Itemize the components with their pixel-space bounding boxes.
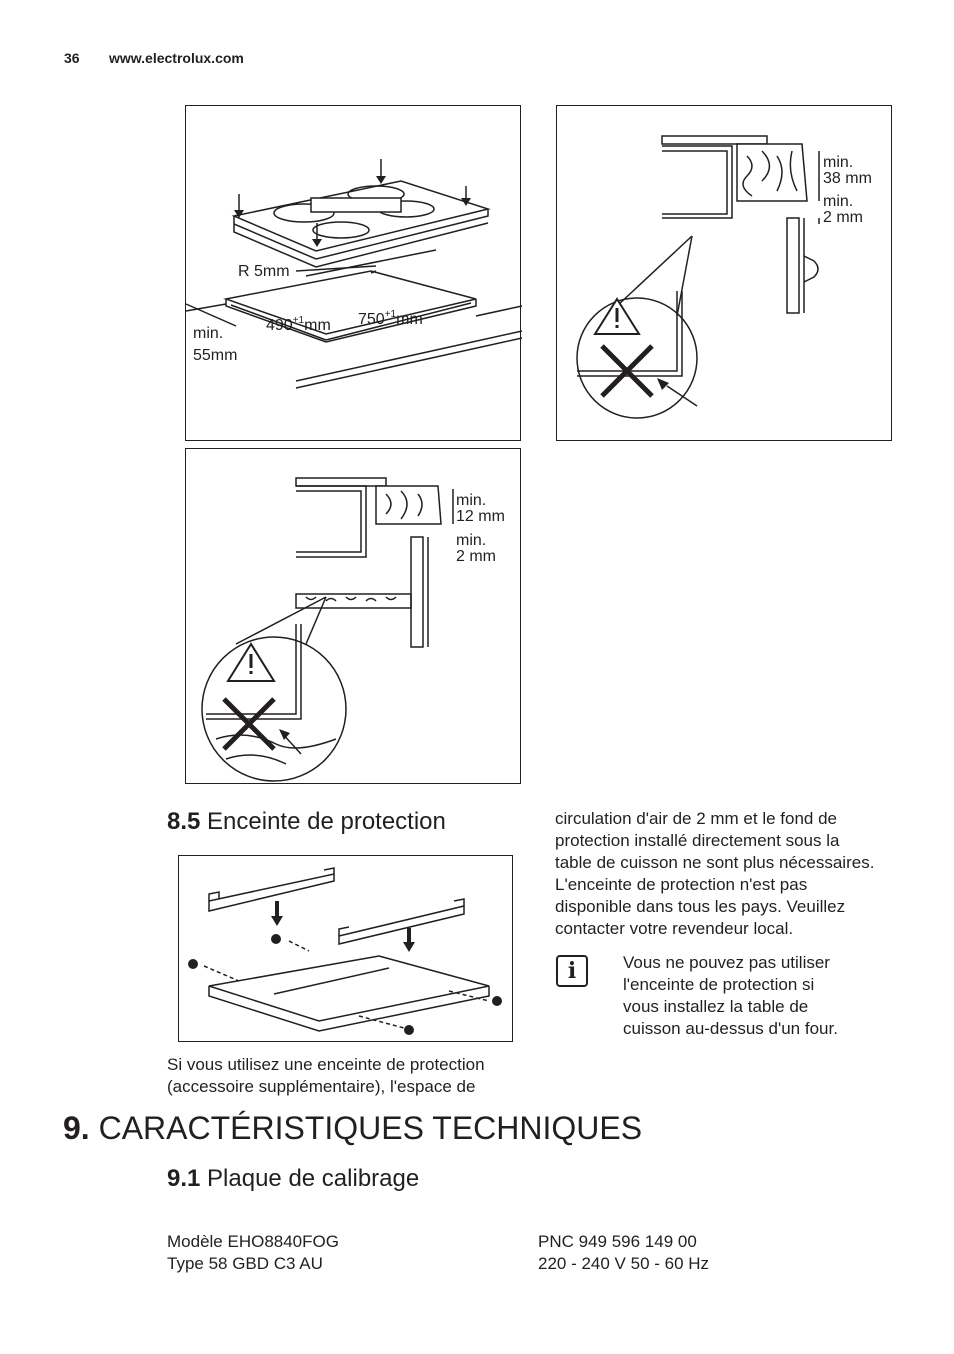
cross-section-12-drawing	[186, 449, 522, 785]
cross12-min1-label: min.	[456, 492, 487, 509]
r5-label: R 5mm	[238, 263, 290, 280]
cross-section-38-figure	[556, 105, 892, 441]
cross38-38mm-label: 38 mm	[823, 170, 872, 187]
voltage-text: 220 - 240 V 50 - 60 Hz	[538, 1254, 710, 1273]
installation-figure	[185, 105, 521, 441]
cross-section-38-drawing	[557, 106, 893, 442]
section-9-1-heading: 9.1 Plaque de calibrage	[167, 1165, 420, 1192]
website-url: www.electrolux.com	[109, 50, 244, 66]
section-8-5-paragraph: circulation d'air de 2 mm et le fond de protection installé directement sous la table de cuisson ne sont plus nécessaires. L'enceinte de protection n'est pas disponible dans tous les pays. Veuillez contacter votre revendeur local.	[555, 809, 875, 938]
cross12-min2-label: min.	[456, 532, 487, 549]
model-text: Modèle EHO8840FOG	[167, 1232, 339, 1251]
dim-490-label: $490^{+1}mm$	[266, 315, 331, 334]
protection-box-figure	[178, 855, 513, 1042]
cross38-min2-label: min.	[823, 193, 854, 210]
dim-750-label: $750^{+1}mm$	[358, 309, 423, 328]
info-note: Vous ne pouvez pas utiliser l'enceinte de protection si vous installez la table de cuisson au-dessus d'un four.	[623, 953, 838, 1038]
section-8-5-caption: Si vous utilisez une enceinte de protection (accessoire supplémentaire), l'espace de	[167, 1055, 485, 1096]
min-55-label: 55mm	[193, 347, 238, 364]
protection-box-drawing	[179, 856, 514, 1043]
cross38-2mm-label: 2 mm	[823, 209, 863, 226]
cross38-min1-label: min.	[823, 154, 854, 171]
page-number: 36	[64, 50, 80, 66]
cross12-2mm-label: 2 mm	[456, 548, 496, 565]
section-8-5-heading: 8.5 Enceinte de protection	[167, 808, 446, 835]
section-9-heading: 9. CARACTÉRISTIQUES TECHNIQUES	[63, 1110, 643, 1146]
rating-plate-left	[167, 1231, 339, 1275]
cross12-12mm-label: 12 mm	[456, 508, 505, 525]
pnc-text: PNC 949 596 149 00	[538, 1232, 697, 1251]
rating-plate-right	[538, 1231, 709, 1275]
type-text: Type 58 GBD C3 AU	[167, 1254, 323, 1273]
info-icon: i	[556, 955, 588, 987]
cross-section-12-figure	[185, 448, 521, 784]
hob-drawing	[186, 106, 522, 442]
min-label: min.	[193, 325, 224, 342]
